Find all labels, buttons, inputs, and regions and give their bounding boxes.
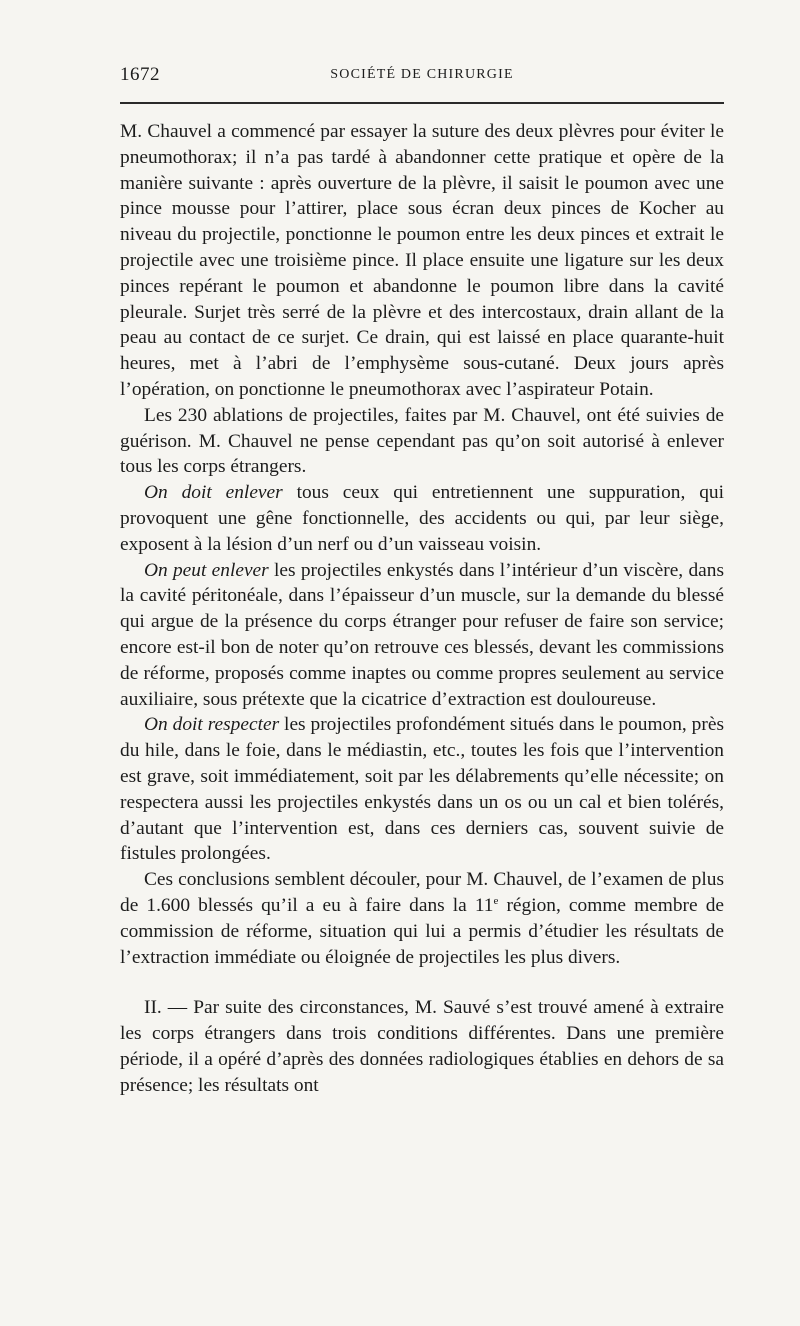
paragraph-4 <box>120 558 724 713</box>
paragraph-3-text: tous ceux qui entretiennent une suppuration, qui provoquent une gêne fonctionnelle, des accidents ou qui, par leur siège, exposent à la lésion d’un nerf ou d’un vaisseau voisin. <box>120 482 724 555</box>
paragraph-6-text-start: Ces conclusions semblent découler, pour M. Chauvel, de l’examen de plus de 1.600 blessés qu’il a eu à faire dans la 11 <box>120 869 724 916</box>
paragraph-4-text: les projectiles enkystés dans l’intérieur d’un viscère, dans la cavité péritonéale, dans l’épaisseur d’un muscle, sur la demande du blessé qui argue de la présence du corps étranger pour refuser de faire son service; encore est-il bon de noter qu’on retrouve ces blessés, devant les commissions de réforme, proposés comme inaptes ou comme propres seulement au service auxiliaire, sous prétexte que la cicatrice d’extraction est douloureuse. <box>120 559 724 710</box>
paragraph-5-emphasis: On doit respecter <box>144 714 280 736</box>
ordinal-superscript: e <box>493 894 499 907</box>
paragraph-2: Les 230 ablations de projectiles, faites par M. Chauvel, ont été suivies de guérison. M. Chauvel ne pense cependant pas qu’on soit autorisé à enlever tous les corps étrangers. <box>120 404 724 478</box>
paragraph-7: II. — Par suite des circonstances, M. Sauvé s’est trouvé amené à extraire les corps étrangers dans trois conditions différentes. Dans une première période, il a opéré d’après des données radiologiques établies en dehors de sa présence; les résultats ont <box>120 997 724 1096</box>
paragraph-3-emphasis: On doit enlever <box>144 482 283 504</box>
paragraph-6 <box>120 867 724 970</box>
paragraph-6-text-end: région, comme membre de commission de réforme, situation qui lui a permis d’étudier les résultats de l’extraction immédiate ou éloignée de projectiles les plus divers. <box>120 894 724 968</box>
page-header <box>120 64 724 94</box>
body-text <box>120 119 724 1098</box>
paragraph-4-emphasis: On peut enlever <box>144 559 269 581</box>
paragraph-5-text: les projectiles profondément situés dans le poumon, près du hile, dans le foie, dans le médiastin, etc., toutes les fois que l’intervention est grave, soit immédiatement, soit par les délabrements qu’elle nécessite; on respectera aussi les projectiles enkystés dans un os ou un cal et bien tolérés, d’autant que l’intervention est, dans ces derniers cas, souvent suivie de fistules prolongées. <box>120 714 724 865</box>
running-title: SOCIÉTÉ DE CHIRURGIE <box>330 67 514 82</box>
paragraph-1: M. Chauvel a commencé par essayer la suture des deux plèvres pour éviter le pneumothorax; il n’a pas tardé à abandonner cette pratique et opère de la manière suivante : après ouverture de la plèvre, il saisit le poumon avec une pince mousse pour l’attirer, place sous écran deux pinces de Kocher au niveau du projectile, ponctionne le poumon entre les deux pinces et extrait le projectile avec une troisième pince. Il place ensuite une ligature sur les deux pinces repérant le poumon et abandonne le poumon libre dans la cavité pleurale. Surjet très serré de la plèvre et des intercostaux, drain allant de la peau au contact de ce surjet. Ce drain, qui est laissé en place quarante-huit heures, met à l’abri de l’emphysème sous-cutané. Deux jours après l’opération, on ponctionne le pneumothorax avec l’aspirateur Potain. <box>120 121 724 400</box>
page-number: 1672 <box>120 64 160 85</box>
header-rule <box>120 102 724 104</box>
paragraph-3 <box>120 480 724 557</box>
paragraph-5 <box>120 712 724 867</box>
